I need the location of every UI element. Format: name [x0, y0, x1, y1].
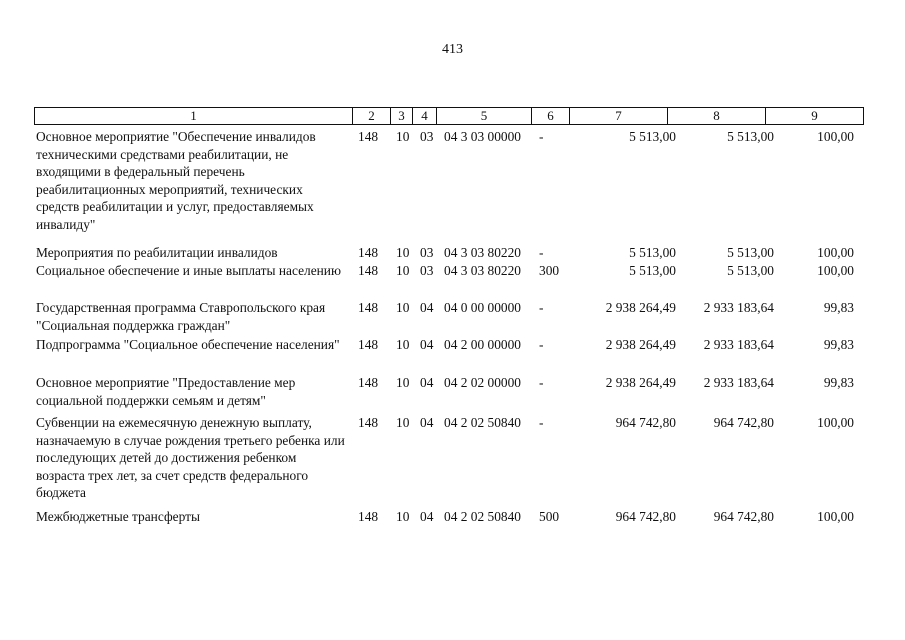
row-name: Межбюджетные трансферты	[36, 509, 200, 524]
cell-subsection: 04	[420, 337, 434, 352]
cell-percent: 100,00	[817, 129, 854, 144]
cell-expense-type: 500	[539, 509, 560, 524]
row-name: Мероприятия по реабилитации инвалидов	[36, 245, 278, 260]
cell-section: 10	[396, 245, 410, 260]
row-name: Подпрограмма "Социальное обеспечение населения"	[36, 337, 340, 352]
cell-planned: 5 513,00	[629, 263, 676, 278]
column-header-8: 8	[668, 108, 766, 125]
row-name: Социальное обеспечение и иные выплаты населению	[36, 263, 341, 278]
cell-subsection: 04	[420, 300, 434, 315]
cell-ministry: 148	[358, 375, 379, 390]
cell-section: 10	[396, 263, 410, 278]
cell-planned: 964 742,80	[615, 509, 676, 524]
column-header-1: 1	[35, 108, 353, 125]
cell-ministry: 148	[358, 509, 379, 524]
cell-ministry: 148	[358, 245, 379, 260]
cell-section: 10	[396, 129, 410, 144]
cell-ministry: 148	[358, 263, 379, 278]
cell-percent: 100,00	[817, 415, 854, 430]
row-name: Основное мероприятие "Обеспечение инвалидов техническими средствами реабилитации, не входящими в федеральный перечень реабилитационных мероприятий, технических средств реабилитации и услуг, предоставляемых инвалиду"	[36, 129, 316, 232]
column-header-7: 7	[570, 108, 668, 125]
column-header-3: 3	[391, 108, 413, 125]
cell-section: 10	[396, 509, 410, 524]
cell-target-article: 04 2 02 50840	[444, 415, 521, 430]
cell-expense-type: 300	[539, 263, 560, 278]
cell-executed: 964 742,80	[713, 415, 774, 430]
cell-planned: 964 742,80	[615, 415, 676, 430]
column-header-5: 5	[437, 108, 532, 125]
cell-subsection: 04	[420, 375, 434, 390]
cell-ministry: 148	[358, 337, 379, 352]
cell-executed: 5 513,00	[727, 245, 774, 260]
row-name: Основное мероприятие "Предоставление мер социальной поддержки семьям и детям"	[36, 375, 296, 408]
cell-executed: 2 933 183,64	[703, 337, 774, 352]
cell-expense-type: -	[539, 245, 544, 260]
cell-expense-type: -	[539, 375, 544, 390]
row-name: Субвенции на ежемесячную денежную выплату, назначаемую в случае рождения третьего ребенка или последующих детей до достижения ребенком возраста трех лет, за счет средств федерального бюджета	[36, 415, 345, 501]
cell-percent: 99,83	[823, 337, 854, 352]
page-number: 413	[442, 42, 463, 57]
cell-percent: 100,00	[817, 509, 854, 524]
cell-planned: 5 513,00	[629, 129, 676, 144]
column-header-2: 2	[353, 108, 391, 125]
cell-section: 10	[396, 337, 410, 352]
cell-planned: 2 938 264,49	[605, 300, 676, 315]
cell-planned: 2 938 264,49	[605, 337, 676, 352]
cell-planned: 2 938 264,49	[605, 375, 676, 390]
cell-expense-type: -	[539, 337, 544, 352]
cell-percent: 100,00	[817, 263, 854, 278]
cell-executed: 5 513,00	[727, 263, 774, 278]
cell-expense-type: -	[539, 300, 544, 315]
cell-ministry: 148	[358, 300, 379, 315]
cell-subsection: 03	[420, 245, 434, 260]
column-header-9: 9	[766, 108, 864, 125]
cell-target-article: 04 3 03 80220	[444, 263, 521, 278]
column-header-6: 6	[532, 108, 570, 125]
cell-percent: 99,83	[823, 300, 854, 315]
cell-subsection: 03	[420, 129, 434, 144]
cell-expense-type: -	[539, 415, 544, 430]
cell-target-article: 04 0 00 00000	[444, 300, 521, 315]
cell-target-article: 04 2 02 50840	[444, 509, 521, 524]
cell-subsection: 03	[420, 263, 434, 278]
row-name: Государственная программа Ставропольского края "Социальная поддержка граждан"	[36, 300, 326, 333]
cell-percent: 99,83	[823, 375, 854, 390]
cell-executed: 5 513,00	[727, 129, 774, 144]
cell-executed: 964 742,80	[713, 509, 774, 524]
cell-ministry: 148	[358, 415, 379, 430]
cell-executed: 2 933 183,64	[703, 300, 774, 315]
column-header-table	[34, 107, 864, 125]
cell-planned: 5 513,00	[629, 245, 676, 260]
cell-target-article: 04 2 02 00000	[444, 375, 521, 390]
cell-percent: 100,00	[817, 245, 854, 260]
column-header-4: 4	[413, 108, 437, 125]
cell-subsection: 04	[420, 415, 434, 430]
cell-expense-type: -	[539, 129, 544, 144]
cell-subsection: 04	[420, 509, 434, 524]
cell-target-article: 04 3 03 80220	[444, 245, 521, 260]
cell-target-article: 04 3 03 00000	[444, 129, 521, 144]
cell-ministry: 148	[358, 129, 379, 144]
cell-executed: 2 933 183,64	[703, 375, 774, 390]
cell-target-article: 04 2 00 00000	[444, 337, 521, 352]
cell-section: 10	[396, 375, 410, 390]
cell-section: 10	[396, 300, 410, 315]
cell-section: 10	[396, 415, 410, 430]
